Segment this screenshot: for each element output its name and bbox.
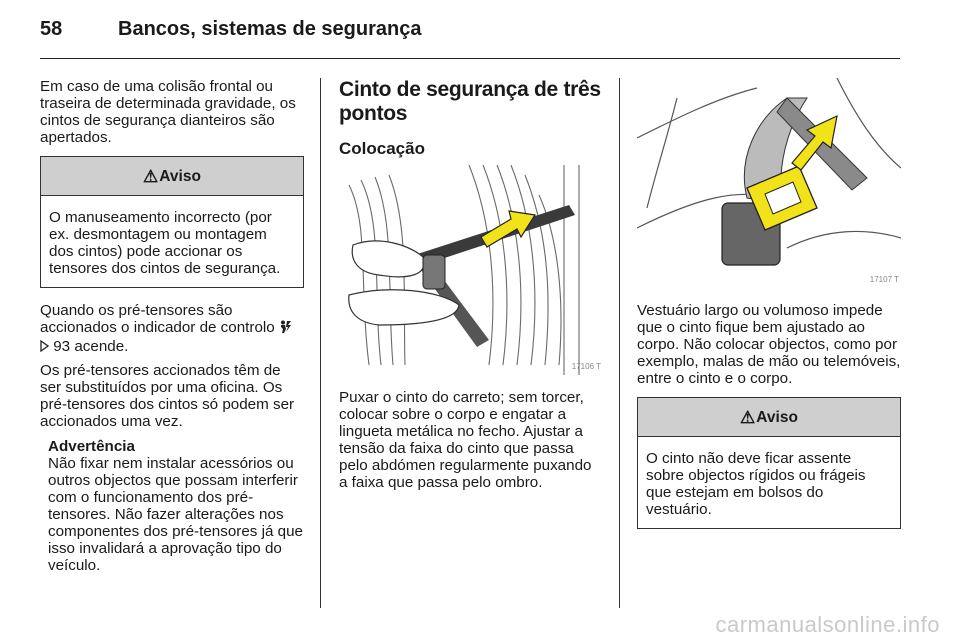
column-2: [339, 78, 603, 497]
warning-title: Aviso: [159, 167, 201, 185]
intro-paragraph: Em caso de uma colisão frontal ou traseira de determinada gravidade, os cintos de segurança dianteiros são apertados.: [40, 78, 296, 146]
warning-box: [637, 397, 901, 529]
watermark: carmanualsonline.info: [715, 612, 940, 637]
page-reference-arrow-icon: [40, 339, 49, 356]
warning-header: [638, 398, 900, 437]
section-title: Cinto de segurança de três pontos: [339, 78, 601, 125]
page-header: [40, 18, 900, 52]
clothing-paragraph: Vestuário largo ou volumoso impede que o cinto fique bem ajustado ao corpo. Não colocar objectos, como por exemplo, malas de mão ou telemóveis, entre o cinto e o corpo.: [637, 302, 901, 387]
pretensioner-indicator-paragraph: [40, 302, 304, 356]
warning-text: O manuseamento incorrecto (por ex. desmontagem ou montagem dos cintos) pode accionar os tensores dos cintos de segurança.: [49, 209, 281, 277]
replacement-paragraph: Os pré-tensores accionados têm de ser substituídos por uma oficina. Os pré-tensores dos cintos só podem ser accionados uma vez.: [40, 362, 295, 430]
chapter-title: Bancos, sistemas de segurança: [118, 18, 422, 40]
figure-code: 17106 T: [571, 362, 601, 371]
page-number: 58: [40, 18, 63, 40]
column-divider: [320, 78, 321, 608]
warning-triangle-icon: ⚠: [143, 166, 159, 186]
column-divider: [619, 78, 620, 608]
warning-header: [41, 157, 303, 196]
paragraph-text: Quando os pré-tensores são accionados o indicador de controlo: [40, 302, 275, 336]
warning-text: O cinto não deve ficar assente sobre objectos rígidos ou frágeis que estejam em bolsos do vestuário.: [646, 450, 866, 518]
column-3: [637, 78, 901, 543]
advertencia-title: Advertência: [48, 438, 135, 455]
advertencia-text: Não fixar nem instalar acessórios ou outros objectos que possam interferir com o funcionamento dos pré-tensores. Não fazer alterações nos componentes dos pré-tensores já que isso invalidará a aprovação tipo do veículo.: [48, 455, 303, 574]
belt-fastening-illustration: [339, 165, 603, 375]
warning-triangle-icon: ⚠: [740, 407, 756, 427]
figure-code: 17107 T: [869, 275, 899, 284]
header-rule: [40, 58, 900, 59]
seatbelt-pretensioner-indicator-icon: [279, 320, 292, 338]
warning-title: Aviso: [756, 408, 798, 426]
column-1: [40, 78, 304, 574]
page-reference: 93 acende.: [53, 338, 129, 355]
buckle-illustration: [637, 78, 901, 288]
advertencia-note: [40, 438, 304, 574]
warning-box: [40, 156, 304, 288]
subsection-title: Colocação: [339, 139, 425, 158]
fastening-paragraph: Puxar o cinto do carreto; sem torcer, colocar sobre o corpo e engatar a lingueta metálica no fecho. Ajustar a tensão da faixa do cinto que passa pelo abdómen regularmente puxando a faixa que passa pelo ombro.: [339, 389, 592, 491]
